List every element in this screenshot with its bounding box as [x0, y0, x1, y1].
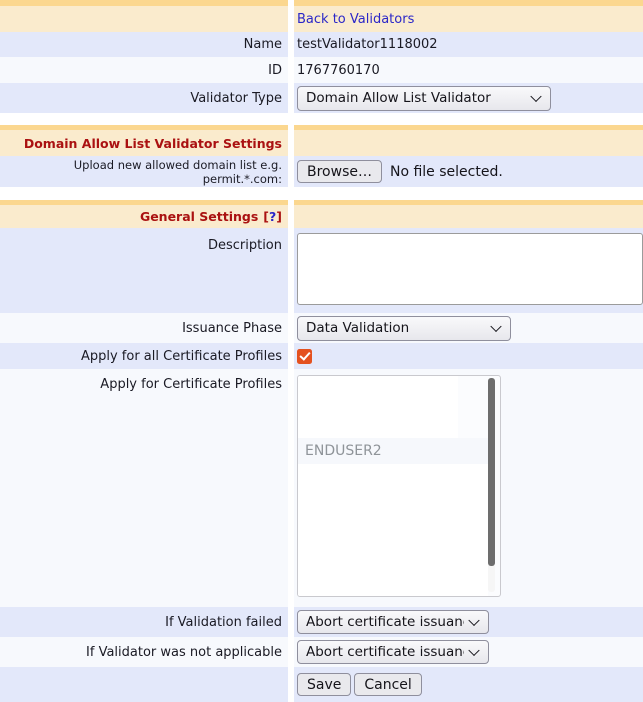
section-domain-settings [0, 125, 643, 187]
listbox-blank-area [298, 376, 458, 438]
listbox-blank-area [298, 464, 488, 596]
help-bracket-open: [ [263, 209, 270, 224]
issuance-phase-select-wrap [297, 316, 511, 341]
if-not-applicable-select-wrap [297, 640, 489, 664]
if-validation-failed-select-wrap [297, 610, 489, 634]
if-validator-not-applicable-label: If Validator was not applicable [0, 637, 288, 667]
empty-cell [0, 667, 288, 702]
domain-settings-header-cell [0, 130, 288, 156]
general-settings-header: General Settings [139, 209, 259, 224]
validator-type-label: Validator Type [0, 83, 288, 113]
validator-type-select[interactable] [297, 86, 551, 111]
section-general-settings [0, 200, 643, 702]
description-label: Description [0, 228, 288, 313]
browse-button[interactable]: Browse… [297, 160, 382, 183]
scrollbar-thumb[interactable] [488, 378, 495, 566]
if-validation-failed-select[interactable] [297, 610, 489, 634]
help-link[interactable]: ? [269, 209, 277, 224]
apply-all-profiles-label: Apply for all Certificate Profiles [0, 343, 288, 369]
id-value: 1767760170 [294, 57, 643, 83]
general-settings-header-cell [0, 205, 288, 228]
section-identity [0, 0, 643, 113]
name-label: Name [0, 32, 288, 57]
listbox-scrollbar[interactable] [488, 378, 495, 592]
validator-type-select-wrap [297, 86, 551, 111]
apply-all-checkbox[interactable] [297, 349, 312, 364]
description-textarea[interactable] [297, 233, 643, 305]
cancel-button[interactable]: Cancel [354, 673, 421, 696]
no-file-selected-text: No file selected. [389, 163, 503, 180]
apply-profiles-label: Apply for Certificate Profiles [0, 369, 288, 607]
empty-cell [294, 130, 643, 156]
help-bracket-close: ] [276, 209, 282, 224]
profile-option-enduser2[interactable]: ENDUSER2 [298, 438, 488, 464]
save-button[interactable]: Save [297, 673, 351, 696]
if-not-applicable-select[interactable] [297, 640, 489, 664]
id-label: ID [0, 57, 288, 83]
checkmark-icon [299, 349, 310, 360]
back-to-validators-link[interactable]: Back to Validators [297, 11, 415, 27]
empty-cell [0, 6, 288, 32]
empty-cell [294, 205, 643, 228]
name-value: testValidator1118002 [294, 32, 643, 57]
issuance-phase-label: Issuance Phase [0, 313, 288, 343]
if-validation-failed-label: If Validation failed [0, 607, 288, 637]
upload-domain-list-label: Upload new allowed domain list e.g. permit.*.com: [0, 156, 288, 187]
domain-settings-header: Domain Allow List Validator Settings [23, 135, 282, 151]
certificate-profiles-listbox[interactable] [297, 375, 501, 597]
issuance-phase-select[interactable] [297, 316, 511, 341]
